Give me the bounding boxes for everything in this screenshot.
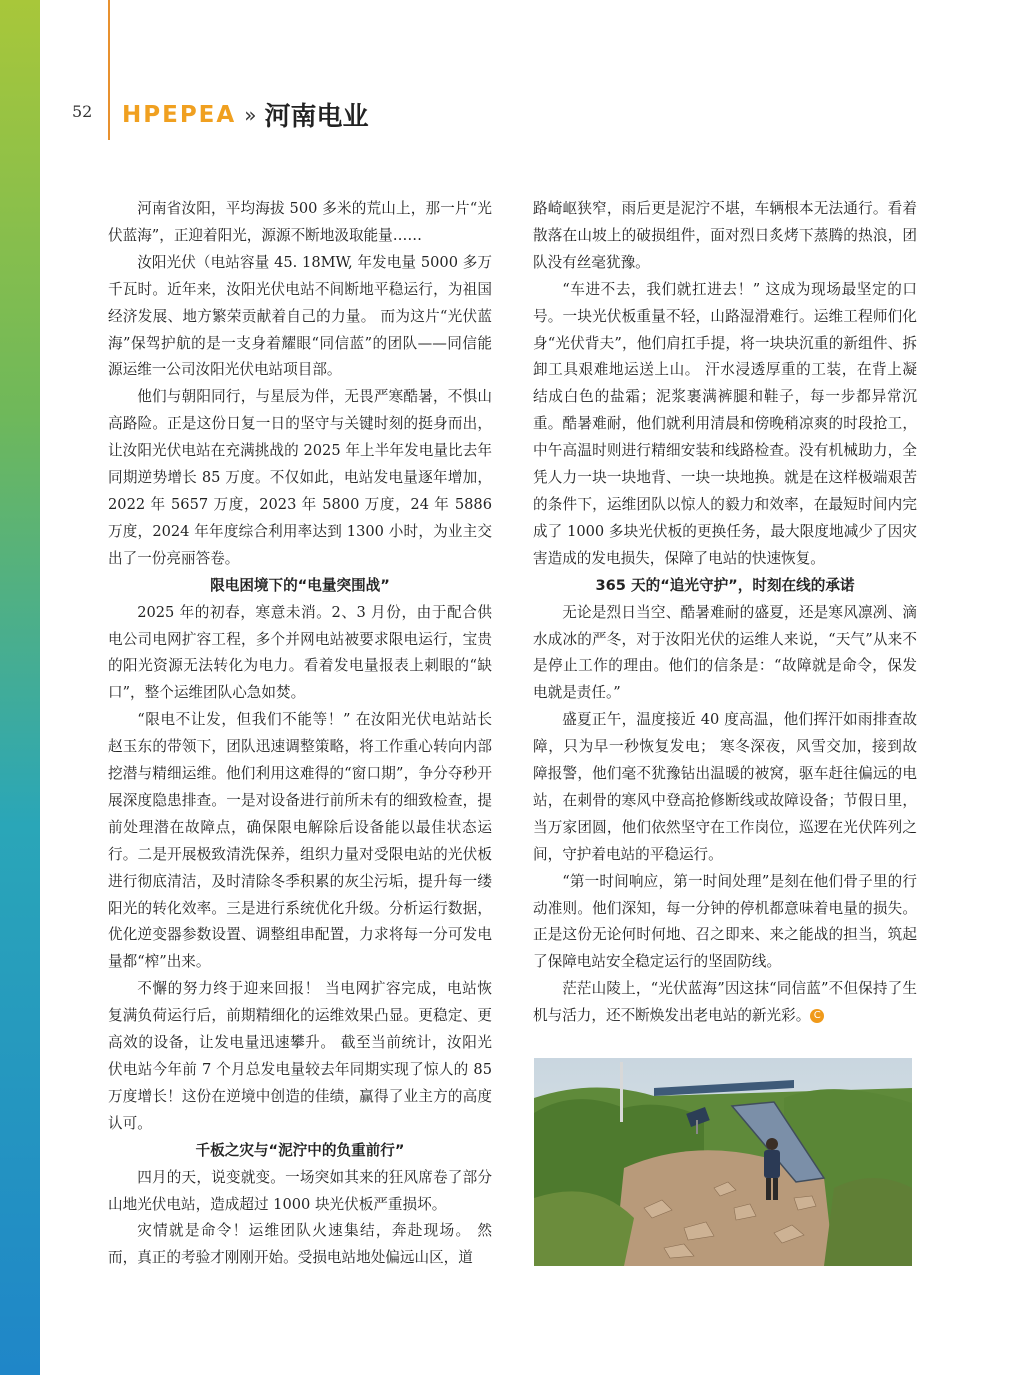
paragraph: 不懈的努力终于迎来回报！ 当电网扩容完成，电站恢复满负荷运行后，前期精细化的运维效果凸显。更稳定、更高效的设备，让发电量迅速攀升。 截至当前统计，汝阳光伏电站今年前 7 个月总发电量较去年同期实现了惊人的 85 万度增长！这份在逆境中创造的佳绩，赢得了业主方的高度认可。: [108, 980, 492, 1132]
final-paragraph: [533, 976, 917, 1030]
paragraph: 他们与朝阳同行，与星辰为伴，无畏严寒酷暑，不惧山高路险。正是这份日复一日的坚守与关键时刻的挺身而出，让汝阳光伏电站在充满挑战的 2025 年上半年发电量比去年同期逆势增长 85 万度。不仅如此，电站发电量逐年增加，2022 年 5657 万度，2023 年 5800 万度，24 年 5886 万度，2024 年年度综合利用率达到 1300 小时，为业主交出了一份亮丽答卷。: [108, 388, 492, 567]
paragraph: “限电不让发，但我们不能等！” 在汝阳光伏电站站长赵玉东的带领下，团队迅速调整策略，将工作重心转向内部挖潜与精细运维。他们利用这难得的“窗口期”，争分夺秒开展深度隐患排查。一是对设备进行前所未有的细致检查，提前处理潜在故障点，确保限电解除后设备能以最佳状态运行。二是开展极致清洗保养，组织力量对受限电站的光伏板进行彻底清洁，及时清除冬季积累的灰尘污垢，提升每一缕阳光的转化效率。三是进行系统优化升级。分析运行数据，优化逆变器参数设置、调整组串配置，力求将每一分可发电量都“榨”出来。: [108, 711, 492, 971]
final-paragraph-text: 茫茫山陵上，“光伏蓝海”因这抹“同信蓝”不但保持了生机与活力，还不断焕发出老电站的新光彩。: [533, 980, 917, 1025]
paragraph: 河南省汝阳，平均海拔 500 多米的荒山上，那一片“光伏蓝海”，正迎着阳光，源源不断地汲取能量……: [108, 200, 492, 244]
left-column: [108, 196, 492, 1272]
paragraph: 无论是烈日当空、酷暑难耐的盛夏，还是寒风凛冽、滴水成冰的严冬，对于汝阳光伏的运维人来说，“天气”从来不是停止工作的理由。他们的信条是：“故障就是命令，保发电就是责任。”: [533, 603, 917, 702]
article-photo: [534, 1058, 912, 1266]
paragraph-continuation: 路崎岖狭窄，雨后更是泥泞不堪，车辆根本无法通行。看着散落在山坡上的破损组件，面对烈日炙烤下蒸腾的热浪，团队没有丝毫犹豫。: [533, 200, 917, 271]
magazine-brand: [122, 96, 368, 133]
paragraph: “车进不去，我们就扛进去！” 这成为现场最坚定的口号。一块光伏板重量不轻，山路湿滑难行。运维工程师们化身“光伏背夫”，他们肩扛手提，将一块块沉重的新组件、拆卸工具艰难地运送上山。 汗水浸透厚重的工装，在背上凝结成白色的盐霜；泥浆裹满裤腿和鞋子，每一步都异常沉重。酷暑难耐，他们就利用清晨和傍晚稍凉爽的时段抢工，中午高温时则进行精细安装和线路检查。没有机械助力，全凭人力一块一块地背、一块一块地换。就是在这样极端艰苦的条件下，运维团队以惊人的毅力和效率，在最短时间内完成了 1000 多块光伏板的更换任务，最大限度地减少了因灾害造成的发电损失，保障了电站的快速恢复。: [533, 280, 917, 567]
paragraph: “第一时间响应，第一时间处理”是刻在他们骨子里的行动准则。他们深知，每一分钟的停机都意味着电量的损失。正是这份无论何时何地、召之即来、来之能战的担当，筑起了保障电站安全稳定运行的坚固防线。: [533, 872, 917, 971]
paragraph: 2025 年的初春，寒意未消。2、3 月份，由于配合供电公司电网扩容工程，多个并网电站被要求限电运行，宝贵的阳光资源无法转化为电力。看着发电量报表上刺眼的“缺口”，整个运维团队心急如焚。: [108, 603, 492, 702]
right-column: [533, 196, 917, 1030]
brand-latin: HPEPEA: [122, 101, 237, 128]
brand-chinese: 河南电业: [264, 102, 369, 132]
paragraph: 灾情就是命令！运维团队火速集结，奔赴现场。 然而，真正的考验才刚刚开始。受损电站地处偏远山区，道: [108, 1222, 492, 1267]
end-mark-icon: C: [810, 1009, 824, 1023]
paragraph: 四月的天，说变就变。一场突如其来的狂风席卷了部分山地光伏电站，造成超过 1000 块光伏板严重损坏。: [108, 1168, 492, 1213]
section-heading: 千板之灾与“泥泞中的负重前行”: [195, 1141, 405, 1159]
photo-illustration: [534, 1058, 912, 1266]
brand-separator: »: [244, 102, 257, 127]
page-number: 52: [72, 102, 93, 121]
utility-pole: [620, 1062, 623, 1122]
side-color-bar: [0, 0, 40, 1375]
section-heading: 限电困境下的“电量突围战”: [210, 576, 390, 594]
paragraph: 汝阳光伏（电站容量 45. 18MW, 年发电量 5000 多万千瓦时。近年来，汝阳光伏电站不间断地平稳运行，为祖国经济发展、地方繁荣贡献着自己的力量。 而为这片“光伏蓝海”保驾护航的是一支身着耀眼“同信蓝”的团队——同信能源运维一公司汝阳光伏电站项目部。: [108, 253, 492, 379]
section-heading: 365 天的“追光守护”，时刻在线的承诺: [595, 576, 855, 594]
paragraph: 盛夏正午，温度接近 40 度高温，他们挥汗如雨排查故障，只为早一秒恢复发电； 寒冬深夜，风雪交加，接到故障报警，他们毫不犹豫钻出温暖的被窝，驱车赶往偏远的电站，在刺骨的寒风中登高抢修断线或故障设备；节假日里，当万家团圆，他们依然坚守在工作岗位，巡逻在光伏阵列之间，守护着电站的平稳运行。: [533, 711, 917, 863]
header-divider: [108, 0, 110, 140]
